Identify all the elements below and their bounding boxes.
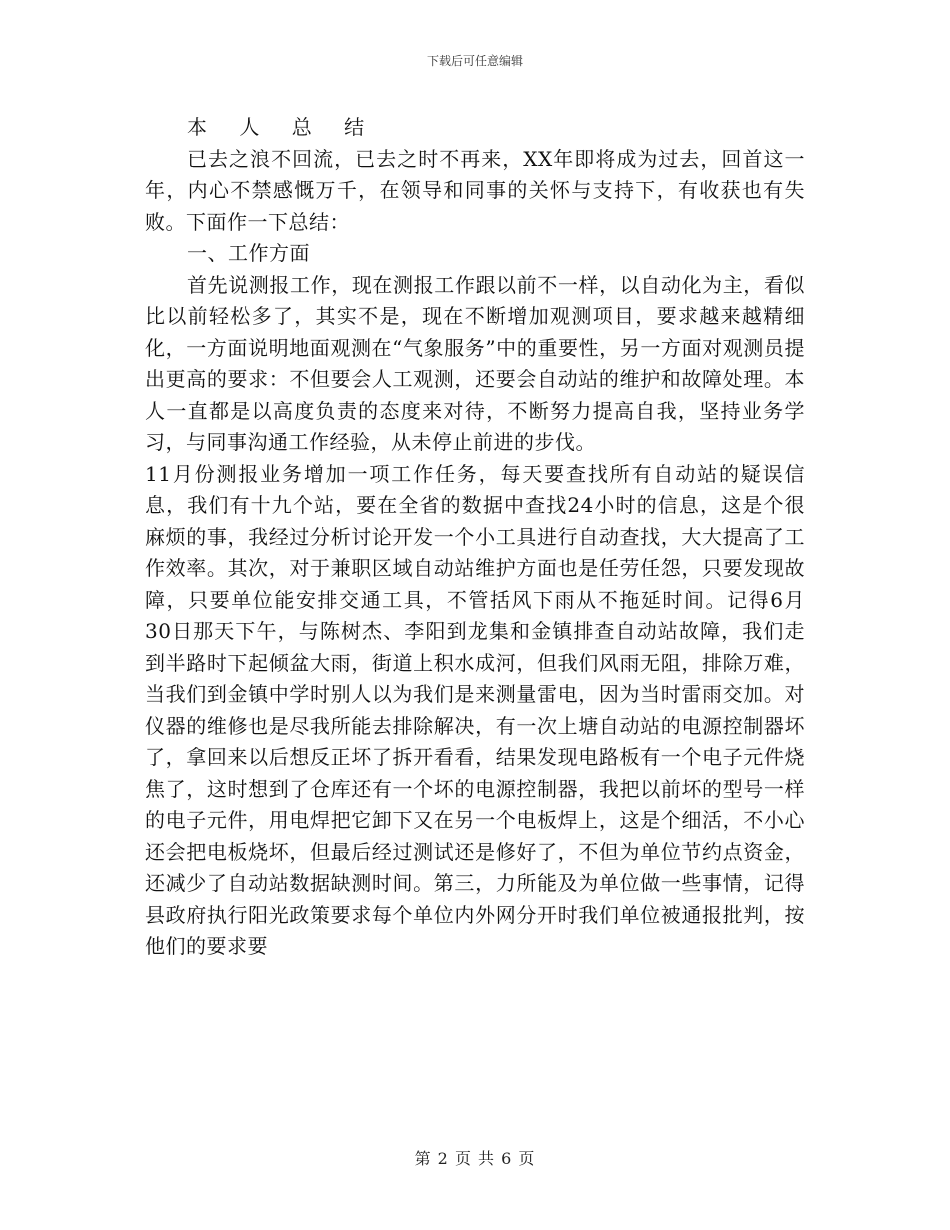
page-number: 第 2 页 共 6 页	[414, 1149, 536, 1168]
document-title: 本 人 总 结	[187, 115, 378, 139]
section-heading-work: 一、工作方面	[187, 241, 310, 265]
header-note: 下载后可任意编辑	[426, 54, 523, 68]
paragraph-november-tasks: 11月份测报业务增加一项工作任务，每天要查找所有自动站的疑误信息，我们有十九个站，要在全省的数据中查找24小时的信息，这是个很麻烦的事，我经过分析讨论开发一个小工具进行自动查找，大大提高了工作效率。其次，对于兼职区域自动站维护方面也是任劳任怨，只要发现故障，只要单位能安排交通工具，不管括风下雨从不拖延时间。记得6月 30日那天下午，与陈树杰、李阳到龙集和金镇排查自动站故障，我们走到半路时下起倾盆大雨，街道上积水成河，但我们风雨无阻，排除万难，当我们到金镇中学时别人以为我们是来测量雷电，因为当时雷雨交加。对仪器的维修也是尽我所能去排除解决，有一次上塘自动站的电源控制器坏了，拿回来以后想反正坏了拆开看看，结果发现电路板有一个电子元件烧焦了，这时想到了仓库还有一个坏的电源控制器，我把以前坏的型号一样的电子元件，用电焊把它卸下又在另一个电板焊上，这是个细活，不小心还会把电板烧坏，但最后经过测试还是修好了，不但为单位节约点资金，还减少了自动站数据缺测时间。第三，力所能及为单位做一些事情，记得县政府执行阳光政策要求每个单位内外网分开时我们单位被通报批判，按他们的要求要	[145, 461, 805, 958]
document-body	[145, 112, 805, 963]
paragraph-observation-work: 首先说测报工作，现在测报工作跟以前不一样，以自动化为主，看似比以前轻松多了，其实不是，现在不断增加观测项目，要求越来越精细化，一方面说明地面观测在“气象服务”中的重要性，另一方面对观测员提出更高的要求：不但要会人工观测，还要会自动站的维护和故障处理。本人一直都是以高度负责的态度来对待，不断努力提高自我，坚持业务学习，与同事沟通工作经验，从未停止前进的步伐。	[145, 272, 805, 454]
paragraph-intro: 已去之浪不回流，已去之时不再来，XX年即将成为过去，回首这一年，内心不禁感慨万千，在领导和同事的关怀与支持下，有收获也有失败。下面作一下总结：	[145, 146, 805, 234]
